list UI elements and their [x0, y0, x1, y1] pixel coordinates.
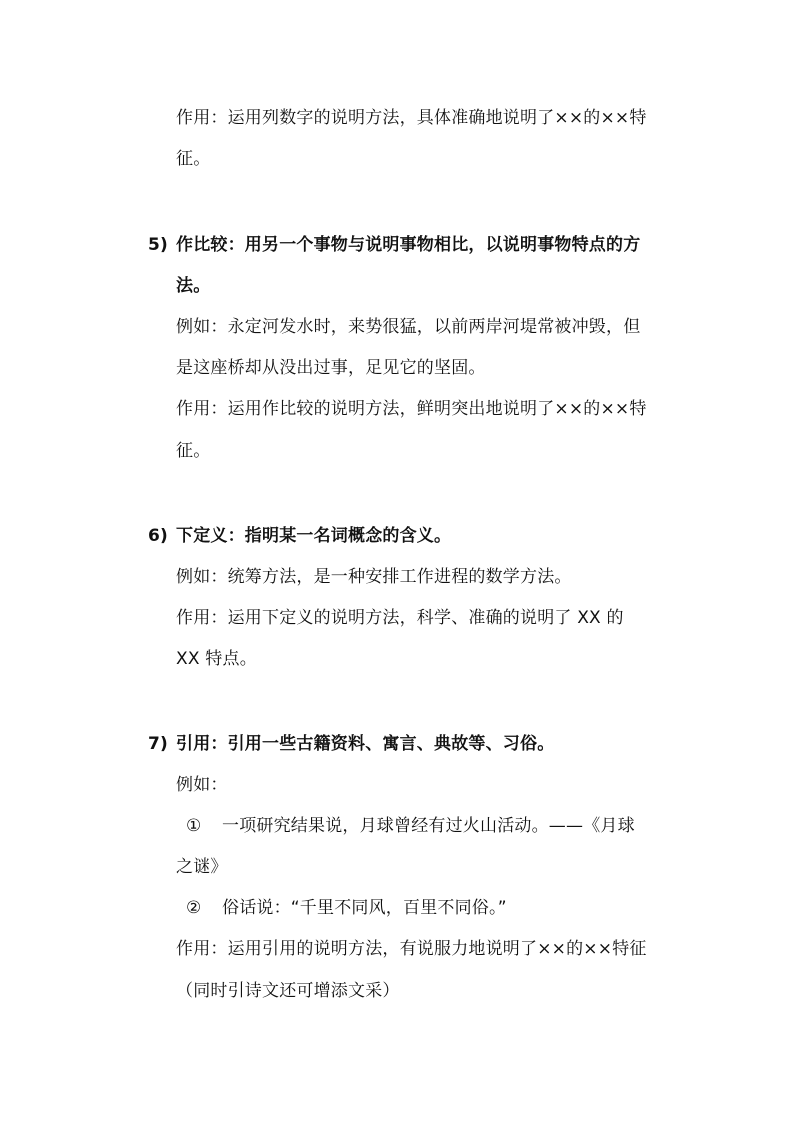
effect-line: 征。	[176, 441, 211, 461]
paragraph-line: 征。	[176, 149, 211, 169]
section-number: 5)	[148, 235, 168, 255]
section-heading-6	[148, 525, 451, 547]
example-line: 是这座桥却从没出过事，足见它的坚固。	[176, 358, 486, 378]
example-line: 例如：	[176, 775, 228, 795]
effect-line: 作用：运用下定义的说明方法，科学、准确的说明了 XX 的	[176, 608, 624, 628]
example-line: 例如：统筹方法，是一种安排工作进程的数学方法。	[176, 567, 572, 587]
list-item	[186, 815, 635, 837]
effect-line: 作用：运用引用的说明方法，有说服力地说明了××的××特征	[176, 939, 647, 959]
section-title: 作比较：用另一个事物与说明事物相比，以说明事物特点的方	[176, 235, 641, 255]
list-marker: ①	[186, 816, 202, 836]
section-heading-7	[148, 733, 554, 755]
list-item	[186, 897, 507, 919]
paragraph-line: 作用：运用列数字的说明方法，具体准确地说明了××的××特	[176, 108, 647, 128]
list-item-continuation: 之谜》	[176, 857, 228, 877]
list-item-text: 俗话说：“千里不同风，百里不同俗。”	[222, 898, 507, 918]
effect-line: XX 特点。	[176, 649, 257, 669]
section-number: 7)	[148, 734, 168, 754]
section-title: 下定义：指明某一名词概念的含义。	[176, 526, 452, 546]
list-item-text: 一项研究结果说，月球曾经有过火山活动。——《月球	[222, 816, 635, 836]
effect-line: 作用：运用作比较的说明方法，鲜明突出地说明了××的××特	[176, 399, 647, 419]
list-marker: ②	[186, 898, 202, 918]
example-line: 例如：永定河发水时，来势很猛，以前两岸河堤常被冲毁，但	[176, 317, 641, 337]
effect-line: （同时引诗文还可增添文采）	[176, 981, 400, 1001]
section-number: 6)	[148, 526, 168, 546]
section-title-continuation: 法。	[176, 276, 211, 296]
section-title: 引用：引用一些古籍资料、寓言、典故等、习俗。	[176, 734, 555, 754]
section-heading-5	[148, 234, 640, 256]
